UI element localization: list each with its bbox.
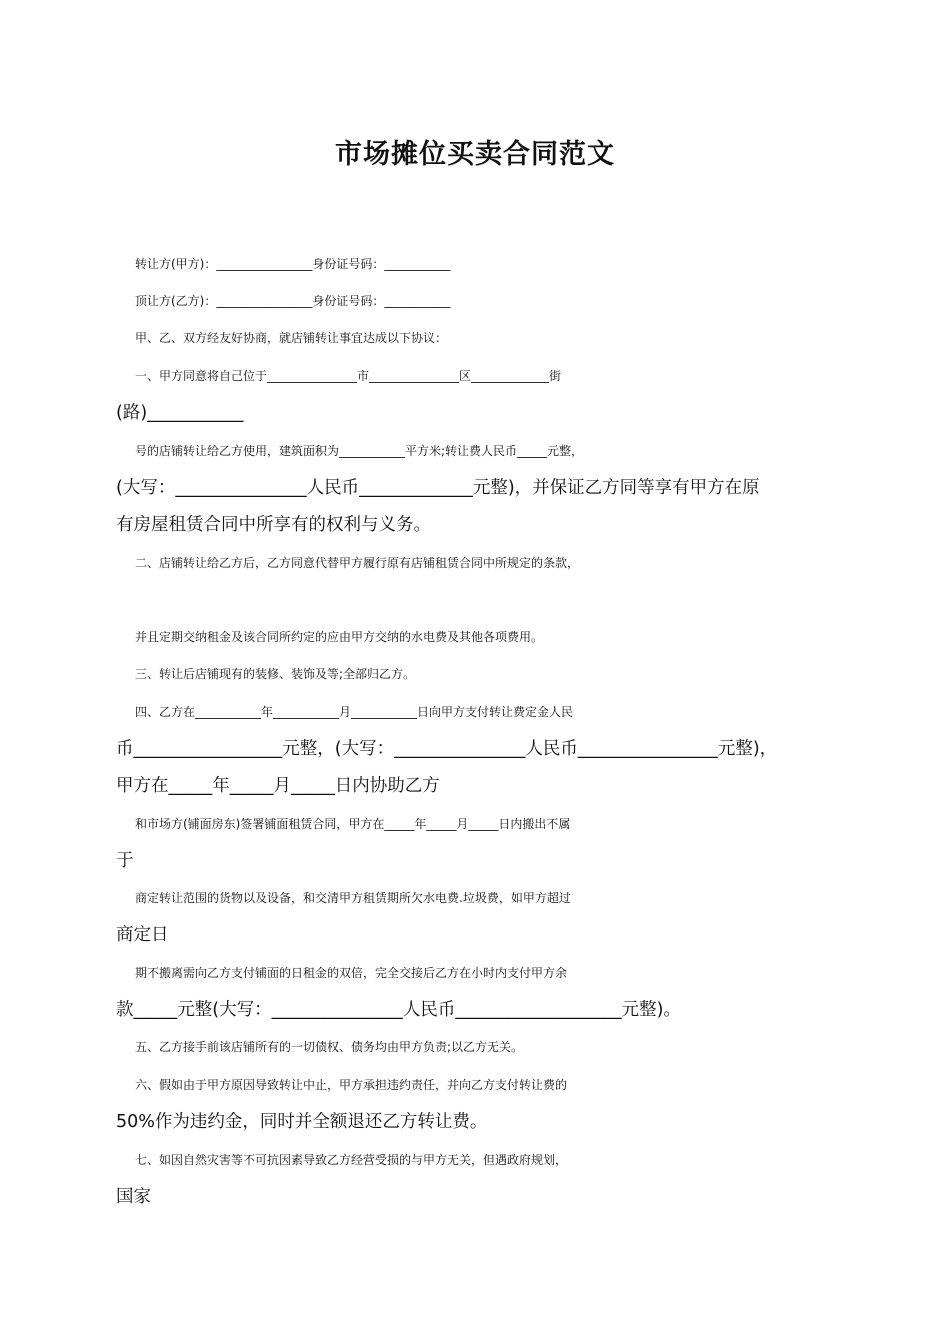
clause-6-line-1: 六、假如由于甲方原因导致转让中止，甲方承担违约责任，并向乙方支付转让费的 — [135, 1078, 568, 1092]
clause-7-line-2: 国家 — [116, 1187, 151, 1207]
clause-4-line-6: 商定转让范围的货物以及设备，和交清甲方租赁期所欠水电费.垃圾费，如甲方超过 — [135, 891, 571, 905]
clause-7-line-1: 七、如因自然灾害等不可抗因素导致乙方经营受损的与甲方无关，但遇政府规划， — [135, 1153, 568, 1167]
clause-4-line-8: 期不搬离需向乙方支付铺面的日租金的双倍，完全交接后乙方在小时内支付甲方余 — [135, 966, 568, 980]
clause-4-line-7: 商定日 — [116, 925, 169, 945]
agreement-intro: 甲、乙、双方经友好协商，就店铺转让事宜达成以下协议： — [135, 331, 448, 345]
clause-5: 五、乙方接手前该店铺所有的一切债权、债务均由甲方负责;以乙方无关。 — [135, 1040, 524, 1054]
clause-4-line-1: 四、乙方在___________年___________月___________日向甲方支付转让费定金人民 — [135, 705, 574, 719]
clause-4-line-2: 币_________________元整，(大写：_______________人民币________________元整)， — [116, 739, 778, 759]
clause-4-line-4: 和市场方(铺面房东)签署铺面租赁合同，甲方在_____年_____月_____日内搬出不属 — [135, 817, 571, 831]
document-title: 市场摊位买卖合同范文 — [335, 139, 615, 170]
clause-6-line-2: 50%作为违约金，同时并全额退还乙方转让费。 — [116, 1112, 488, 1132]
clause-1-line-5: 有房屋租赁合同中所享有的权利与义务。 — [116, 515, 431, 535]
clause-3: 三、转让后店铺现有的装修、装饰及等;全部归乙方。 — [135, 667, 416, 681]
transferor-line: 转让方(甲方)：________________身份证号码：___________ — [135, 257, 451, 271]
clause-2-line-2: 并且定期交纳租金及该合同所约定的应由甲方交纳的水电费及其他各项费用。 — [135, 630, 544, 644]
clause-2-line-1: 二、店铺转让给乙方后，乙方同意代替甲方履行原有店铺租赁合同中所规定的条款， — [135, 556, 580, 570]
clause-1-line-3: 号的店铺转让给乙方使用，建筑面积为___________平方米;转让费人民币_____元整， — [135, 444, 584, 458]
transferee-line: 顶让方(乙方)：________________身份证号码：___________ — [135, 294, 451, 308]
clause-1-line-1: 一、甲方同意将自己位于_______________市_______________区_____________街 — [135, 369, 562, 383]
clause-4-line-9: 款_____元整(大写：_______________人民币___________________元整)。 — [116, 1000, 681, 1020]
clause-4-line-3: 甲方在_____年_____月_____日内协助乙方 — [116, 776, 440, 796]
clause-1-line-2: (路)___________ — [116, 403, 244, 423]
clause-1-line-4: (大写：_______________人民币_____________元整)，并保证乙方同等享有甲方在原 — [116, 478, 760, 498]
clause-4-line-5: 于 — [116, 851, 134, 871]
